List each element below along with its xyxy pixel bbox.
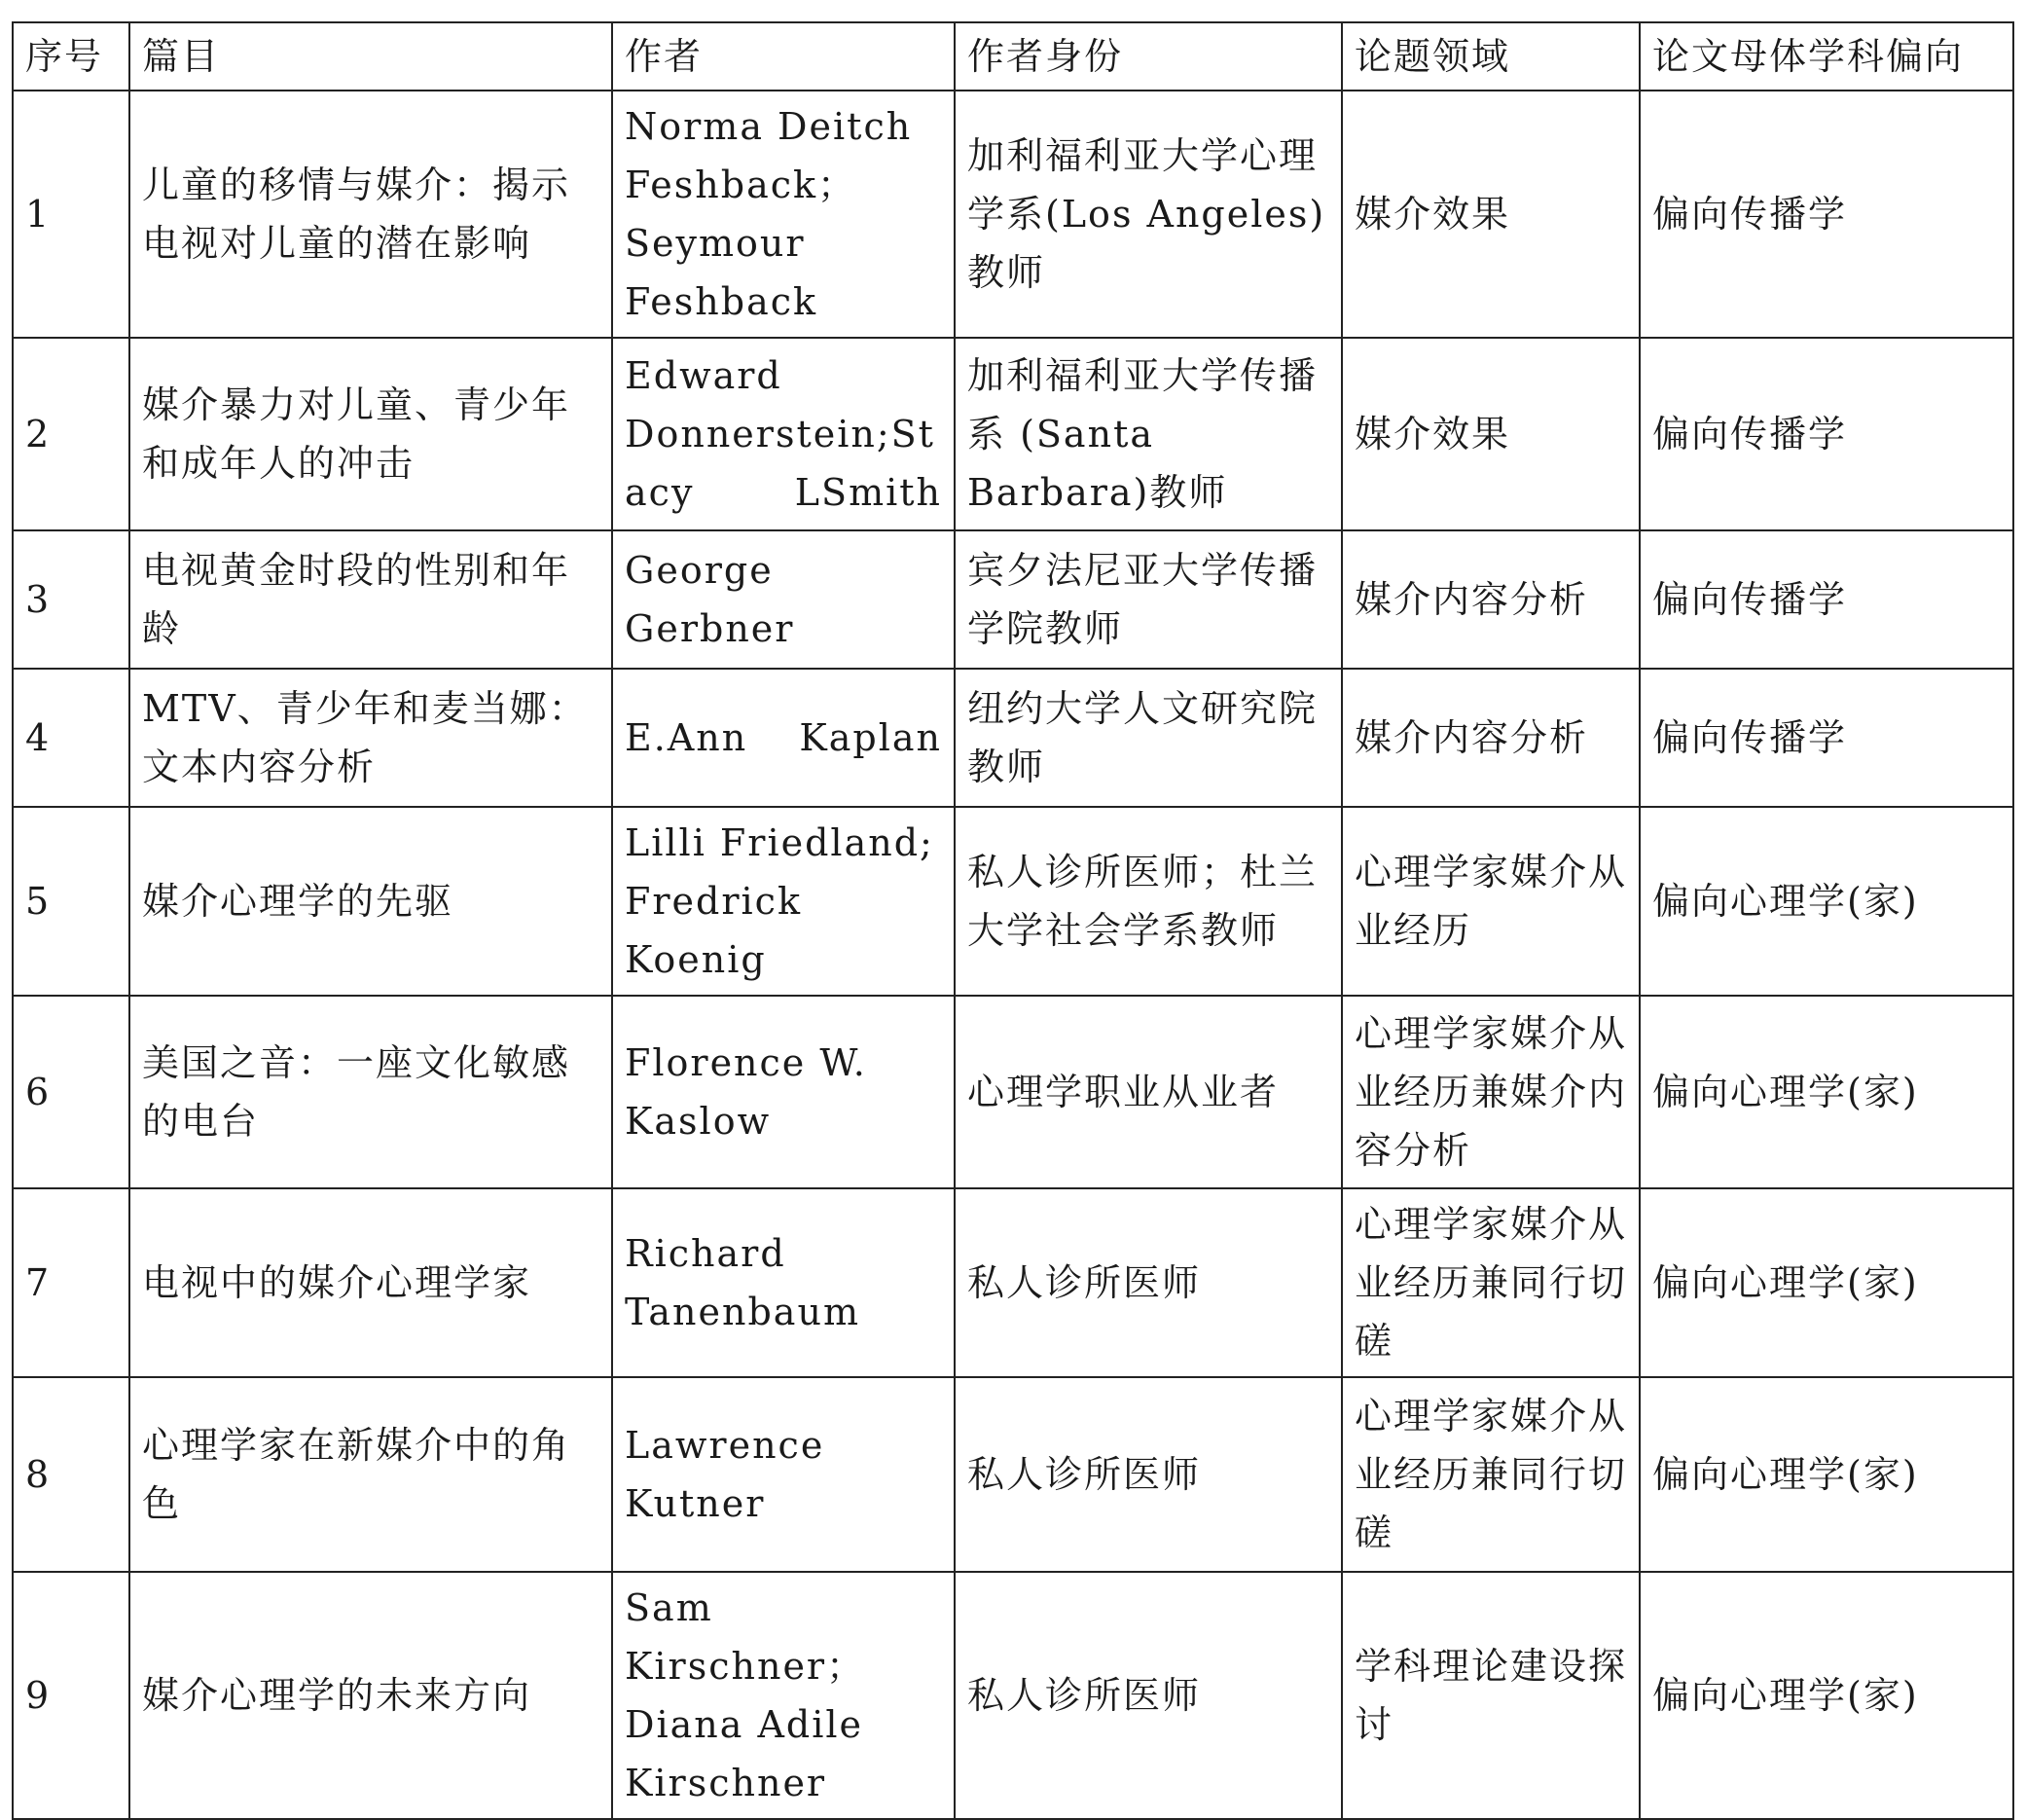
- cell-index: 2: [13, 338, 129, 530]
- cell-title: 媒介心理学的先驱: [129, 807, 612, 996]
- cell-index: 5: [13, 807, 129, 996]
- cell-author-identity: 私人诊所医师: [955, 1188, 1342, 1377]
- cell-author: E.Ann Kaplan: [612, 669, 955, 807]
- cell-discipline-bias: 偏向传播学: [1640, 338, 2013, 530]
- cell-discipline-bias: 偏向心理学(家): [1640, 996, 2013, 1188]
- cell-index: 1: [13, 91, 129, 338]
- header-title: 篇目: [129, 22, 612, 91]
- media-psychology-papers-table: [12, 21, 2014, 1820]
- cell-index: 3: [13, 530, 129, 669]
- header-row: [13, 22, 2013, 91]
- cell-index: 6: [13, 996, 129, 1188]
- cell-author: Lilli Friedland; Fredrick Koenig: [612, 807, 955, 996]
- cell-author: Norma Deitch Feshback；Seymour Feshback: [612, 91, 955, 338]
- cell-title: 心理学家在新媒介中的角色: [129, 1377, 612, 1572]
- header-index: 序号: [13, 22, 129, 91]
- header-topic-field: 论题领域: [1342, 22, 1640, 91]
- cell-index: 4: [13, 669, 129, 807]
- header-author: 作者: [612, 22, 955, 91]
- cell-title: 电视黄金时段的性别和年龄: [129, 530, 612, 669]
- cell-title: 儿童的移情与媒介：揭示电视对儿童的潜在影响: [129, 91, 612, 338]
- table-body: [13, 91, 2013, 1819]
- cell-topic-field: 心理学家媒介从业经历兼媒介内容分析: [1342, 996, 1640, 1188]
- header-discipline-bias: 论文母体学科偏向: [1640, 22, 2013, 91]
- cell-title: MTV、青少年和麦当娜：文本内容分析: [129, 669, 612, 807]
- table-row: [13, 807, 2013, 996]
- cell-topic-field: 心理学家媒介从业经历兼同行切磋: [1342, 1377, 1640, 1572]
- cell-author: Florence W. Kaslow: [612, 996, 955, 1188]
- table-row: [13, 91, 2013, 338]
- table-row: [13, 1188, 2013, 1377]
- cell-discipline-bias: 偏向心理学(家): [1640, 1572, 2013, 1819]
- cell-index: 9: [13, 1572, 129, 1819]
- cell-topic-field: 学科理论建设探讨: [1342, 1572, 1640, 1819]
- cell-discipline-bias: 偏向传播学: [1640, 91, 2013, 338]
- cell-topic-field: 媒介效果: [1342, 338, 1640, 530]
- cell-author: Lawrence Kutner: [612, 1377, 955, 1572]
- cell-topic-field: 媒介内容分析: [1342, 530, 1640, 669]
- cell-author-identity: 心理学职业从业者: [955, 996, 1342, 1188]
- cell-topic-field: 媒介内容分析: [1342, 669, 1640, 807]
- cell-discipline-bias: 偏向传播学: [1640, 669, 2013, 807]
- cell-topic-field: 心理学家媒介从业经历: [1342, 807, 1640, 996]
- cell-index: 7: [13, 1188, 129, 1377]
- cell-author-identity: 加利福利亚大学传播系 (Santa Barbara)教师: [955, 338, 1342, 530]
- cell-author: Richard Tanenbaum: [612, 1188, 955, 1377]
- cell-title: 美国之音：一座文化敏感的电台: [129, 996, 612, 1188]
- table-row: [13, 338, 2013, 530]
- cell-author-identity: 加利福利亚大学心理学系(Los Angeles)教师: [955, 91, 1342, 338]
- cell-author-identity: 私人诊所医师；杜兰大学社会学系教师: [955, 807, 1342, 996]
- cell-author-identity: 纽约大学人文研究院教师: [955, 669, 1342, 807]
- table-row: [13, 669, 2013, 807]
- cell-author-identity: 私人诊所医师: [955, 1377, 1342, 1572]
- cell-discipline-bias: 偏向心理学(家): [1640, 1188, 2013, 1377]
- cell-index: 8: [13, 1377, 129, 1572]
- table-row: [13, 530, 2013, 669]
- cell-author: Sam Kirschner；Diana Adile Kirschner: [612, 1572, 955, 1819]
- cell-author-identity: 宾夕法尼亚大学传播学院教师: [955, 530, 1342, 669]
- cell-title: 电视中的媒介心理学家: [129, 1188, 612, 1377]
- header-author-identity: 作者身份: [955, 22, 1342, 91]
- cell-author: Edward Donnerstein;Stacy LSmith: [612, 338, 955, 530]
- cell-author: George Gerbner: [612, 530, 955, 669]
- cell-author-identity: 私人诊所医师: [955, 1572, 1342, 1819]
- cell-topic-field: 媒介效果: [1342, 91, 1640, 338]
- cell-discipline-bias: 偏向心理学(家): [1640, 807, 2013, 996]
- cell-discipline-bias: 偏向心理学(家): [1640, 1377, 2013, 1572]
- cell-title: 媒介暴力对儿童、青少年和成年人的冲击: [129, 338, 612, 530]
- table-row: [13, 1377, 2013, 1572]
- cell-title: 媒介心理学的未来方向: [129, 1572, 612, 1819]
- cell-discipline-bias: 偏向传播学: [1640, 530, 2013, 669]
- cell-topic-field: 心理学家媒介从业经历兼同行切磋: [1342, 1188, 1640, 1377]
- table-row: [13, 996, 2013, 1188]
- table-row: [13, 1572, 2013, 1819]
- table-header: [13, 22, 2013, 91]
